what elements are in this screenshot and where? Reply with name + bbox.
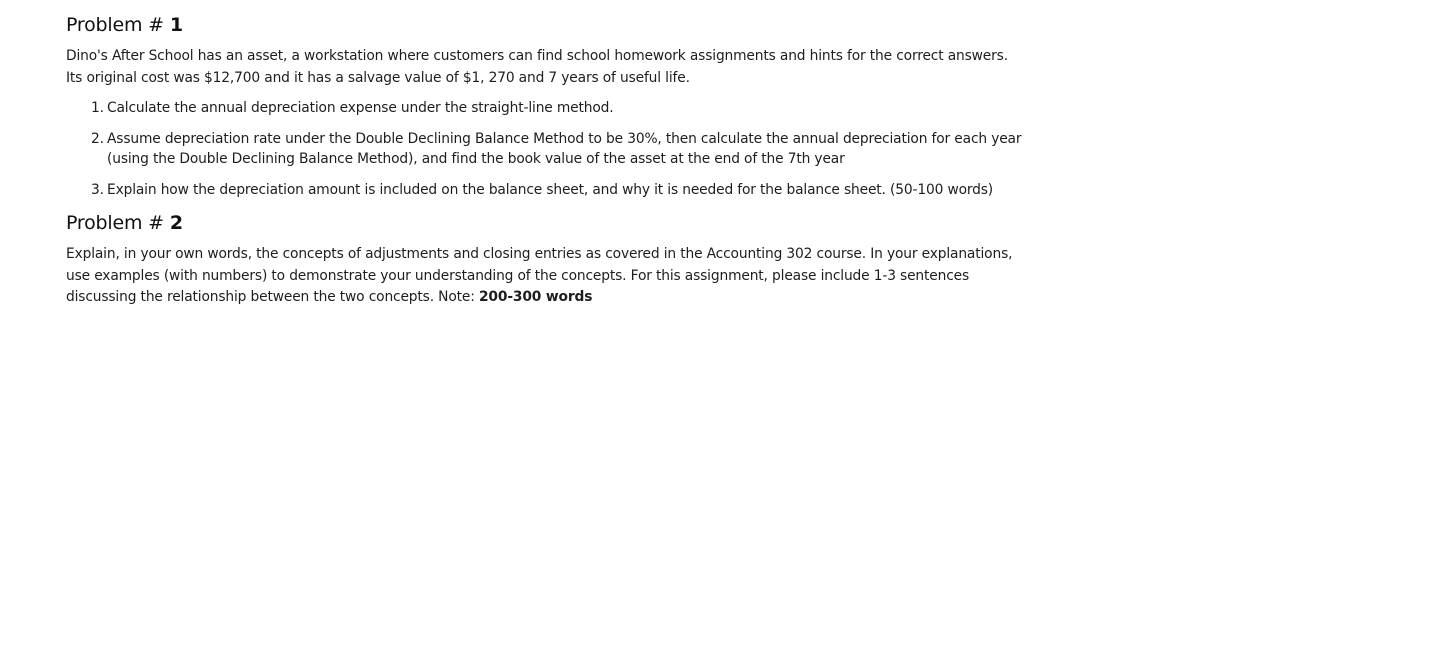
task-3-text: Explain how the depreciation amount is included on the balance sheet, and why it is needed for the balance sheet. (50-100 words)	[107, 181, 994, 198]
problem-2-heading	[66, 210, 1026, 236]
problem-2-body-text: Explain, in your own words, the concepts of adjustments and closing entries as covered in the Accounting 302 course. In your explanations, use examples (with numbers) to demonstrate your understanding of the concepts. For this assignment, please include 1-3 sentences discussing the relationship between the two concepts. Note:	[66, 246, 1013, 305]
task-item-1	[66, 98, 1026, 119]
problem-2-body	[66, 244, 1026, 309]
problem-2-heading-label: Problem #	[66, 212, 164, 234]
task-2-text: Assume depreciation rate under the Double Declining Balance Method to be 30%, then calculate the annual depreciation for each year (using the Double Declining Balance Method), and find the book value of the asset at the end of the 7th year	[107, 130, 1022, 167]
word-requirement: 200-300 words	[478, 289, 593, 305]
problem-2-section	[66, 210, 1026, 309]
problem-2-number: 2	[169, 212, 183, 234]
problem-1-intro: Dino's After School has an asset, a workstation where customers can find school homework assignments and hints for the correct answers. Its original cost was $12,700 and it has a salvage value of $1, 270 and 7 years of useful life.	[66, 48, 1008, 86]
problem-1-section	[66, 12, 1026, 200]
problem-1-heading-label: Problem #	[66, 14, 164, 36]
task-1-text: Calculate the annual depreciation expense under the straight-line method.	[107, 100, 614, 116]
task-3-marker: 3.	[91, 181, 104, 198]
assignment-content	[66, 12, 1026, 309]
problem-1-number: 1	[169, 14, 183, 36]
task-item-3	[66, 180, 1026, 201]
task-2-marker: 2.	[91, 130, 104, 147]
task-item-2	[66, 129, 1026, 170]
problem-1-heading	[66, 12, 1026, 38]
task-1-marker: 1.	[91, 100, 104, 116]
problem-1-task-list	[66, 98, 1026, 200]
